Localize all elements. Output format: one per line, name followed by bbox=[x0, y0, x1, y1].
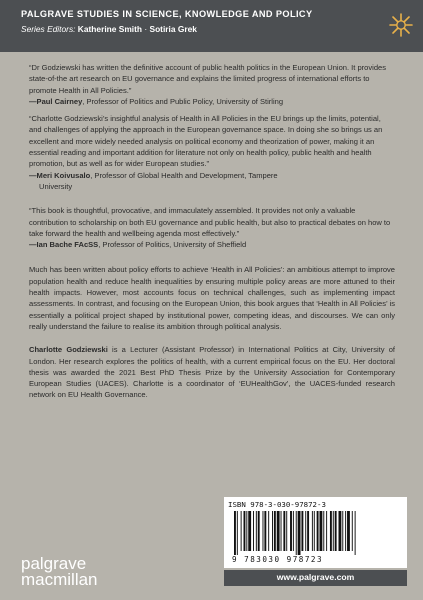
series-title: PALGRAVE STUDIES IN SCIENCE, KNOWLEDGE AND POLICY bbox=[21, 9, 313, 19]
endorser-affiliation: , Professor of Politics and Public Policy, University of Stirling bbox=[82, 96, 284, 106]
endorsement-attribution bbox=[29, 96, 395, 107]
endorser-name: —Ian Bache FAcSS bbox=[29, 240, 99, 250]
barcode-digits: 9 783030 978723 bbox=[232, 555, 324, 564]
editors-label: Series Editors: bbox=[21, 24, 76, 34]
editor-name: Katherine Smith bbox=[77, 24, 143, 34]
series-header-band bbox=[0, 0, 423, 52]
editor-name: Sotiria Grek bbox=[149, 24, 197, 34]
endorser-affiliation: , Professor of Global Health and Development, Tampere bbox=[90, 170, 278, 180]
endorsement-attribution bbox=[29, 170, 395, 193]
endorsement-quote: “Charlotte Godziewski’s insightful analysis of Health in All Policies in the EU brings up the limits, potential, and challenges of applying the approach in the European governance space. In doing she so brings us an excellent and more widely needed analysis on political economy and theorization of power, making it an essential reading and important addition for literature not only on health policy, public health and health promotion, but as well as for wider European studies.” bbox=[29, 114, 383, 169]
publisher-url: www.palgrave.com bbox=[276, 572, 355, 582]
endorser-name: —Paul Cairney bbox=[29, 96, 83, 106]
palgrave-star-logo-icon bbox=[388, 12, 414, 38]
book-description: Much has been written about policy efforts to achieve ‘Health in All Policies’: an ambitious attempt to improve population health and reduce health inequalities by ensuring multiple policy areas are more attuned to their health impacts. However, most accounts focus on technical challenges, such as implementing impact assessments. In contrast, and focusing on the European Union, this book argues that ‘Health in All Policies’ is essentially a political project shaped by institutional power, competing ideas, and discourses. We can only really understand the failure to realise its ambition through political analysis. bbox=[29, 265, 395, 331]
back-cover-text bbox=[29, 62, 395, 401]
isbn-number: ISBN 978-3-030-97872-3 bbox=[228, 500, 326, 509]
editor-separator: · bbox=[144, 24, 148, 34]
endorser-name: —Meri Koivusalo bbox=[29, 170, 91, 180]
author-name: Charlotte Godziewski bbox=[29, 345, 108, 355]
publisher-name-line1: palgrave bbox=[21, 554, 87, 573]
author-bio bbox=[29, 344, 395, 400]
series-editors bbox=[21, 24, 197, 34]
barcode-icon bbox=[228, 511, 403, 555]
endorser-affiliation-continued: University bbox=[39, 181, 73, 191]
endorsement-attribution bbox=[29, 239, 395, 250]
endorser-affiliation: , Professor of Politics, University of Sheffield bbox=[98, 240, 247, 250]
publisher-name-line2: macmillan bbox=[21, 570, 98, 589]
publisher-url-bar bbox=[224, 570, 407, 586]
endorsement-quote: “This book is thoughtful, provocative, and immaculately assembled. It provides not only a valuable contribution to scholarship on both EU governance and public health, but also to practical debates on how to take forward the health and wellbeing agenda most effectively.” bbox=[29, 206, 391, 238]
author-bio-text: is a Lecturer (Assistant Professor) in International Politics at City, University of London. Her research explores the politics of health, with a current empirical focus on the EU. Her doctoral thesis was awarded the 2021 Best PhD Thesis Prize by the University Association for Contemporary European Studies (UACES). Charlotte is a coordinator of ‘EUHealthGov’, the UACES-funded research network on EU Health Governance. bbox=[29, 345, 395, 400]
endorsement-quote: “Dr Godziewski has written the definitive account of public health politics in the European Union. It provides state-of-the art research on EU governance and explains the limited progress of international efforts to promote Health in All Policies.” bbox=[29, 63, 386, 95]
barcode-box bbox=[224, 497, 407, 568]
publisher-logo bbox=[21, 556, 98, 588]
